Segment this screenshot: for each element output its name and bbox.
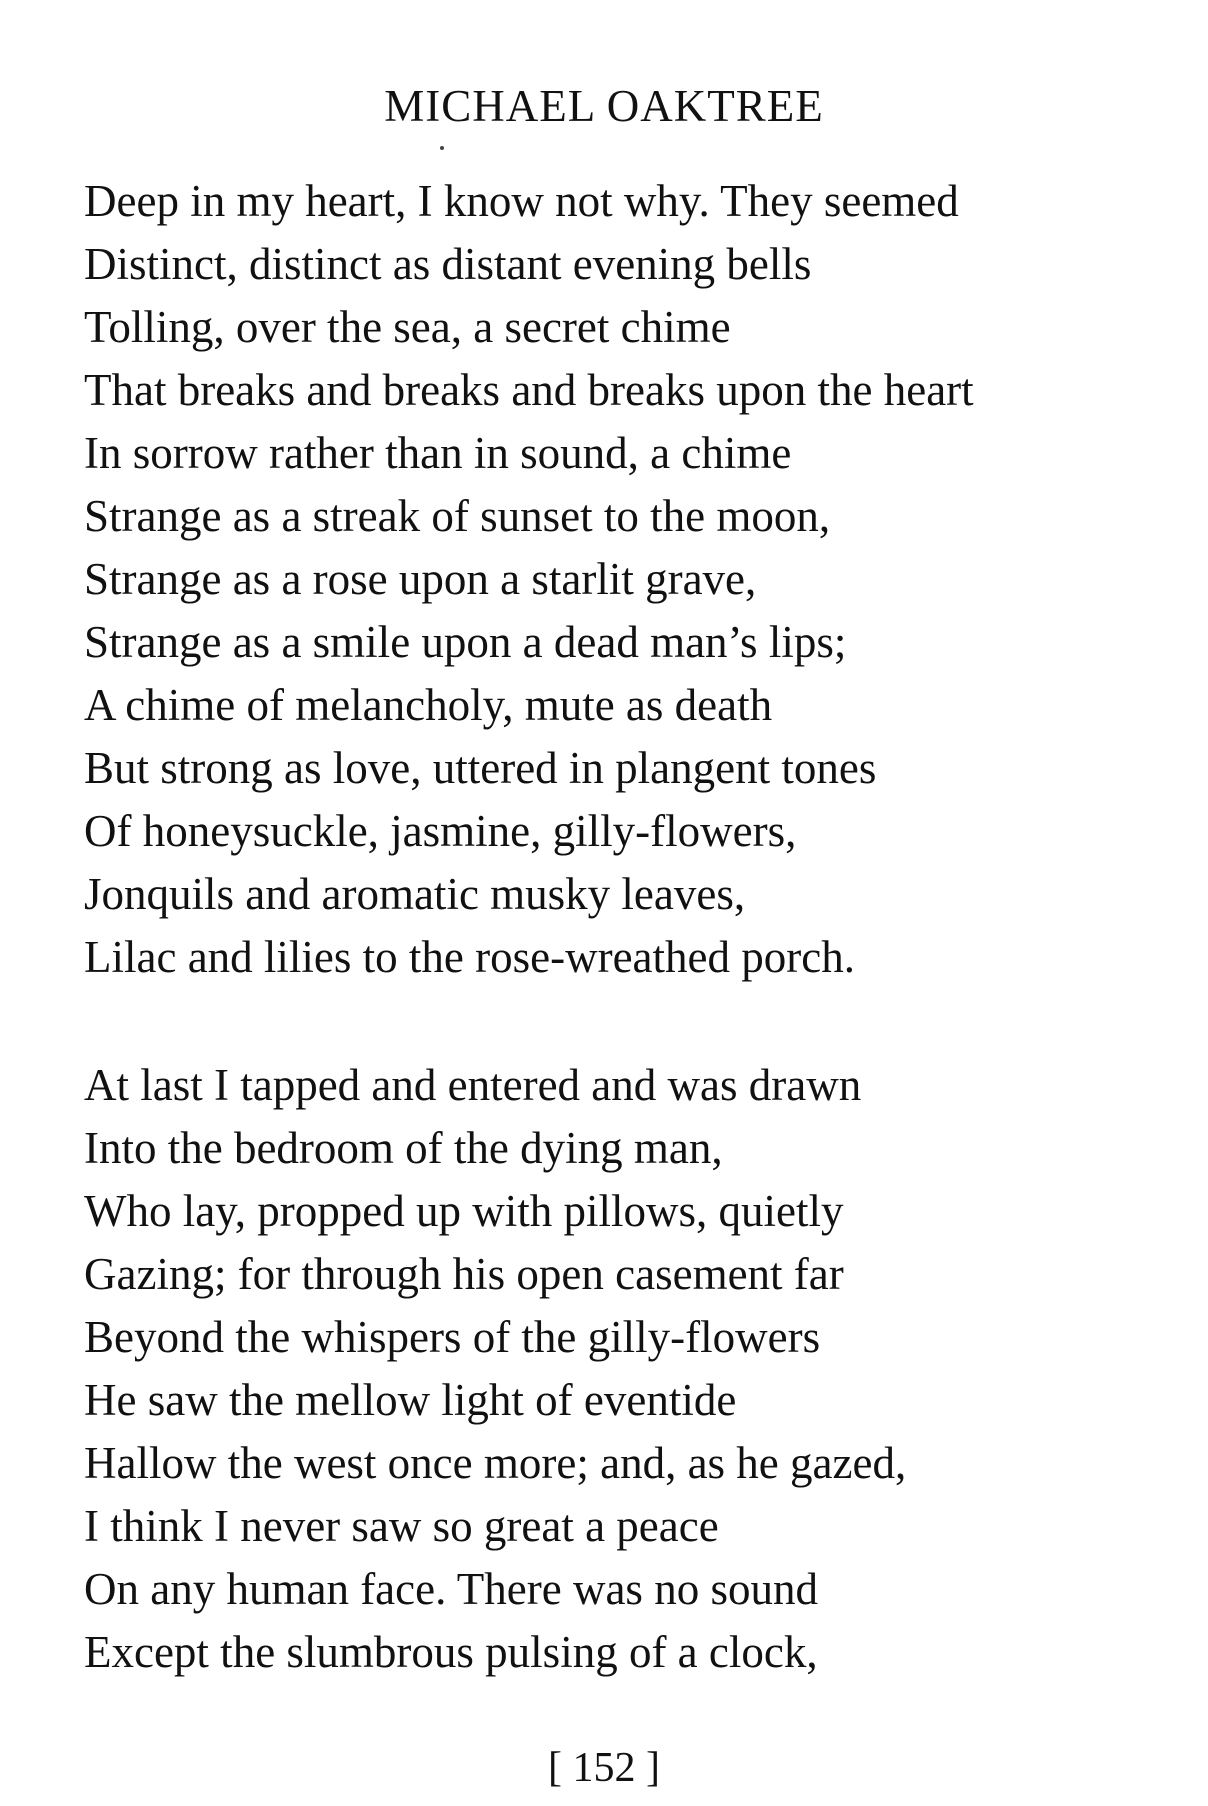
verse-line: Strange as a rose upon a starlit grave, [84, 554, 757, 604]
verse-line: That breaks and breaks and breaks upon the heart [84, 365, 974, 415]
verse-line: Jonquils and aromatic musky leaves, [84, 869, 746, 919]
verse-line: Hallow the west once more; and, as he gazed, [84, 1438, 907, 1488]
running-head: MICHAEL OAKTREE [384, 81, 824, 131]
verse-line: Tolling, over the sea, a secret chime [84, 302, 731, 352]
verse-line: Distinct, distinct as distant evening bells [84, 239, 812, 289]
verse-line: But strong as love, uttered in plangent tones [84, 743, 877, 793]
printer-dot [440, 146, 444, 150]
verse-line: Who lay, propped up with pillows, quietly [84, 1186, 844, 1236]
verse-line: Of honeysuckle, jasmine, gilly-flowers, [84, 806, 797, 856]
verse-line: A chime of melancholy, mute as death [84, 680, 773, 730]
verse-line: Lilac and lilies to the rose-wreathed porch. [84, 932, 855, 982]
page-number: [ 152 ] [548, 1745, 660, 1791]
verse-line: Gazing; for through his open casement far [84, 1249, 844, 1299]
verse-line: Into the bedroom of the dying man, [84, 1123, 723, 1173]
stanza-2 [84, 1054, 906, 1684]
verse-line: Except the slumbrous pulsing of a clock, [84, 1627, 818, 1677]
verse-line: At last I tapped and entered and was drawn [84, 1060, 862, 1110]
verse-line: Deep in my heart, I know not why. They seemed [84, 176, 959, 226]
verse-line: He saw the mellow light of eventide [84, 1375, 737, 1425]
stanza-1 [84, 170, 974, 989]
verse-line: Beyond the whispers of the gilly-flowers [84, 1312, 821, 1362]
verse-line: I think I never saw so great a peace [84, 1501, 719, 1551]
verse-line: Strange as a streak of sunset to the moon, [84, 491, 831, 541]
verse-line: Strange as a smile upon a dead man’s lips; [84, 617, 847, 667]
verse-line: On any human face. There was no sound [84, 1564, 818, 1614]
verse-line: In sorrow rather than in sound, a chime [84, 428, 792, 478]
